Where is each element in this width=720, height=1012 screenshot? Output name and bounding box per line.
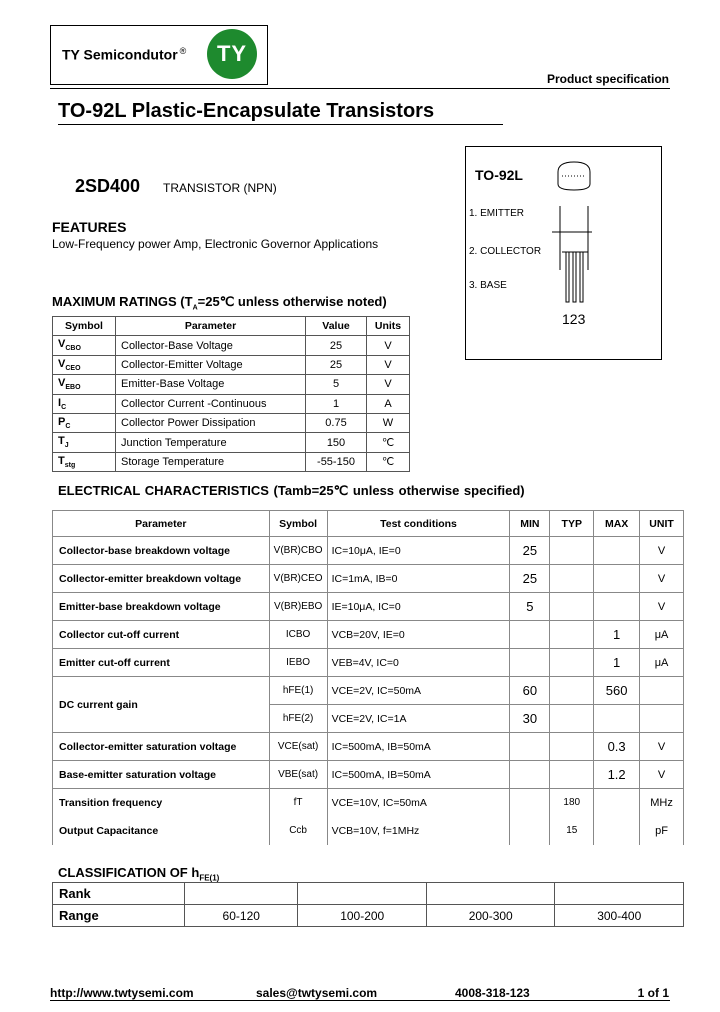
symbol-subscript: CEO (65, 365, 81, 373)
condition-cell: IC=500mA, IB=50mA (327, 733, 510, 761)
column-header: Value (306, 317, 367, 336)
condition-cell: IC=1mA, IB=0 (327, 565, 510, 593)
features-text: Low-Frequency power Amp, Electronic Governor Applications (52, 237, 379, 251)
symbol-cell: fT (269, 789, 327, 817)
column-header: Parameter (53, 511, 270, 537)
unit-cell: A (367, 394, 410, 413)
parameter-cell: Collector Current -Continuous (116, 394, 306, 413)
unit-cell: W (367, 413, 410, 432)
symbol-cell: Ccb (269, 817, 327, 845)
condition-cell: VEB=4V, IC=0 (327, 649, 510, 677)
table-row (53, 789, 684, 817)
symbol-subscript: EBO (65, 384, 81, 392)
rank-cell (298, 883, 427, 905)
pin-2-label: 2. COLLECTOR (469, 246, 542, 257)
symbol-cell: hFE(2) (269, 705, 327, 733)
column-header: MAX (594, 511, 640, 537)
table-row (53, 394, 410, 413)
condition-cell: VCB=10V, f=1MHz (327, 817, 510, 845)
min-cell: 25 (510, 565, 550, 593)
symbol-cell: ICBO (269, 621, 327, 649)
min-cell (510, 761, 550, 789)
part-number: 2SD400 (75, 176, 141, 196)
parameter-cell: Collector-emitter saturation voltage (53, 733, 270, 761)
symbol-cell: $T_{stg}$ (53, 452, 116, 471)
max-cell (594, 565, 640, 593)
max-cell (594, 705, 640, 733)
value-cell: 25 (306, 336, 367, 355)
min-cell (510, 817, 550, 845)
symbol-cell: VCE(sat) (269, 733, 327, 761)
typ-cell (550, 537, 594, 565)
value-cell: 25 (306, 355, 367, 374)
registered-mark: ® (179, 46, 187, 56)
symbol-cell: $T_J$ (53, 433, 116, 452)
table-row (53, 433, 410, 452)
max-cell (594, 817, 640, 845)
header-divider (50, 88, 670, 89)
parameter-cell: Emitter-base breakdown voltage (53, 593, 270, 621)
package-outline-icon (548, 160, 608, 310)
parameter-cell: Emitter cut-off current (53, 649, 270, 677)
value-cell: -55-150 (306, 452, 367, 471)
parameter-cell: Collector-Emitter Voltage (116, 355, 306, 374)
symbol-subscript: J (64, 442, 69, 450)
unit-cell: pF (640, 817, 684, 845)
classification-table (52, 882, 684, 927)
pin-3-label: 3. BASE (469, 280, 507, 291)
min-cell: 60 (510, 677, 550, 705)
unit-cell: V (640, 593, 684, 621)
condition-cell: IE=10μA, IC=0 (327, 593, 510, 621)
typ-cell (550, 733, 594, 761)
min-cell (510, 621, 550, 649)
typ-cell: 180 (550, 789, 594, 817)
table-row (53, 733, 684, 761)
unit-cell: V (640, 537, 684, 565)
electrical-table (52, 510, 684, 845)
electrical-heading: ELECTRICAL CHARACTERISTICS (Tamb=25℃ unless otherwise specified) (58, 483, 525, 498)
condition-cell: VCE=10V, IC=50mA (327, 789, 510, 817)
unit-cell (640, 677, 684, 705)
column-header: Test conditions (327, 511, 510, 537)
max-ratings-heading: MAXIMUM RATINGS ($T_A=25℃$ unless otherwise noted) (52, 294, 387, 312)
symbol-subscript: C (65, 423, 71, 431)
table-row (53, 336, 410, 355)
condition-cell: VCE=2V, IC=1A (327, 705, 510, 733)
typ-cell (550, 621, 594, 649)
unit-cell: V (640, 733, 684, 761)
parameter-cell: Collector-Base Voltage (116, 336, 306, 355)
pin-numbers: 123 (562, 311, 586, 327)
classification-heading: CLASSIFICATION OF $h_{FE(1)}$ (58, 865, 220, 883)
parameter-cell: DC current gain (53, 677, 270, 733)
title-underline (58, 124, 503, 125)
unit-cell: V (640, 565, 684, 593)
max-cell: 1.2 (594, 761, 640, 789)
value-cell: 0.75 (306, 413, 367, 432)
max-ratings-table (52, 316, 410, 472)
parameter-cell: Base-emitter saturation voltage (53, 761, 270, 789)
table-row (53, 452, 410, 471)
parameter-cell: Collector-base breakdown voltage (53, 537, 270, 565)
symbol-cell: hFE(1) (269, 677, 327, 705)
condition-cell: IC=500mA, IB=50mA (327, 761, 510, 789)
symbol-subscript: CBO (65, 345, 81, 353)
parameter-cell: Collector-emitter breakdown voltage (53, 565, 270, 593)
max-cell (594, 537, 640, 565)
value-cell: 1 (306, 394, 367, 413)
min-cell: 25 (510, 537, 550, 565)
footer-divider (50, 1000, 670, 1001)
spec-label: Product specification (546, 72, 669, 86)
table-row (53, 375, 410, 394)
symbol-subscript: stg (64, 462, 76, 470)
max-cell (594, 789, 640, 817)
symbol-cell: IEBO (269, 649, 327, 677)
value-cell: 5 (306, 375, 367, 394)
range-cell: 200-300 (426, 905, 555, 927)
typ-cell (550, 677, 594, 705)
rank-cell (426, 883, 555, 905)
table-row (53, 761, 684, 789)
parameter-cell: Collector cut-off current (53, 621, 270, 649)
table-row (53, 355, 410, 374)
unit-cell: ℃ (367, 452, 410, 471)
rank-cell (185, 883, 298, 905)
package-name: TO-92L (475, 167, 523, 183)
min-cell: 5 (510, 593, 550, 621)
parameter-cell: Transition frequency (53, 789, 270, 817)
table-row (53, 413, 410, 432)
unit-cell (640, 705, 684, 733)
range-label: Range (53, 905, 185, 927)
symbol-cell: $V_{CEO}$ (53, 355, 116, 374)
symbol-cell: $V_{CBO}$ (53, 336, 116, 355)
symbol-subscript: C (61, 403, 67, 411)
unit-cell: V (367, 355, 410, 374)
rank-label: Rank (53, 883, 185, 905)
max-cell: 560 (594, 677, 640, 705)
symbol-cell: $I_C$ (53, 394, 116, 413)
condition-cell: IC=10μA, IE=0 (327, 537, 510, 565)
condition-cell: VCB=20V, IE=0 (327, 621, 510, 649)
symbol-cell: V(BR)CEO (269, 565, 327, 593)
footer-email[interactable]: sales@twtysemi.com (256, 986, 378, 1000)
table-row (53, 649, 684, 677)
unit-cell: V (367, 336, 410, 355)
table-row (53, 621, 684, 649)
symbol-cell: V(BR)CBO (269, 537, 327, 565)
min-cell (510, 649, 550, 677)
table-row (53, 593, 684, 621)
rank-cell (555, 883, 684, 905)
typ-cell (550, 705, 594, 733)
typ-cell (550, 761, 594, 789)
column-header: Parameter (116, 317, 306, 336)
min-cell (510, 789, 550, 817)
parameter-cell: Collector Power Dissipation (116, 413, 306, 432)
min-cell (510, 733, 550, 761)
column-header: UNIT (640, 511, 684, 537)
company-logo: TY (207, 29, 257, 79)
footer-phone: 4008-318-123 (455, 986, 530, 1000)
range-cell: 100-200 (298, 905, 427, 927)
pin-1-label: 1. EMITTER (469, 208, 525, 219)
symbol-cell: $V_{EBO}$ (53, 375, 116, 394)
table-row (53, 537, 684, 565)
range-cell: 300-400 (555, 905, 684, 927)
footer-page: 1 of 1 (637, 986, 669, 1000)
symbol-cell: VBE(sat) (269, 761, 327, 789)
column-header: Symbol (53, 317, 116, 336)
typ-cell (550, 593, 594, 621)
unit-cell: MHz (640, 789, 684, 817)
symbol-cell: $P_C$ (53, 413, 116, 432)
table-row (53, 565, 684, 593)
min-cell: 30 (510, 705, 550, 733)
column-header: Symbol (269, 511, 327, 537)
unit-cell: ℃ (367, 433, 410, 452)
unit-cell: μA (640, 649, 684, 677)
page-title: TO-92L Plastic-Encapsulate Transistors (58, 100, 435, 122)
max-cell (594, 593, 640, 621)
typ-cell: 15 (550, 817, 594, 845)
range-cell: 60-120 (185, 905, 298, 927)
unit-cell: V (367, 375, 410, 394)
company-name: TY Semicondutor ® (62, 46, 187, 63)
parameter-cell: Emitter-Base Voltage (116, 375, 306, 394)
column-header: TYP (550, 511, 594, 537)
footer-url[interactable]: http://www.twtysemi.com (50, 986, 194, 1000)
part-description: TRANSISTOR (NPN) (163, 181, 277, 195)
max-cell: 1 (594, 649, 640, 677)
column-header: Units (367, 317, 410, 336)
typ-cell (550, 649, 594, 677)
features-heading: FEATURES (52, 219, 127, 235)
value-cell: 150 (306, 433, 367, 452)
parameter-cell: Output Capacitance (53, 817, 270, 845)
table-row (53, 817, 684, 845)
unit-cell: V (640, 761, 684, 789)
column-header: MIN (510, 511, 550, 537)
max-cell: 0.3 (594, 733, 640, 761)
max-cell: 1 (594, 621, 640, 649)
symbol-cell: V(BR)EBO (269, 593, 327, 621)
typ-cell (550, 565, 594, 593)
condition-cell: VCE=2V, IC=50mA (327, 677, 510, 705)
table-row (53, 677, 684, 705)
parameter-cell: Junction Temperature (116, 433, 306, 452)
parameter-cell: Storage Temperature (116, 452, 306, 471)
unit-cell: μA (640, 621, 684, 649)
